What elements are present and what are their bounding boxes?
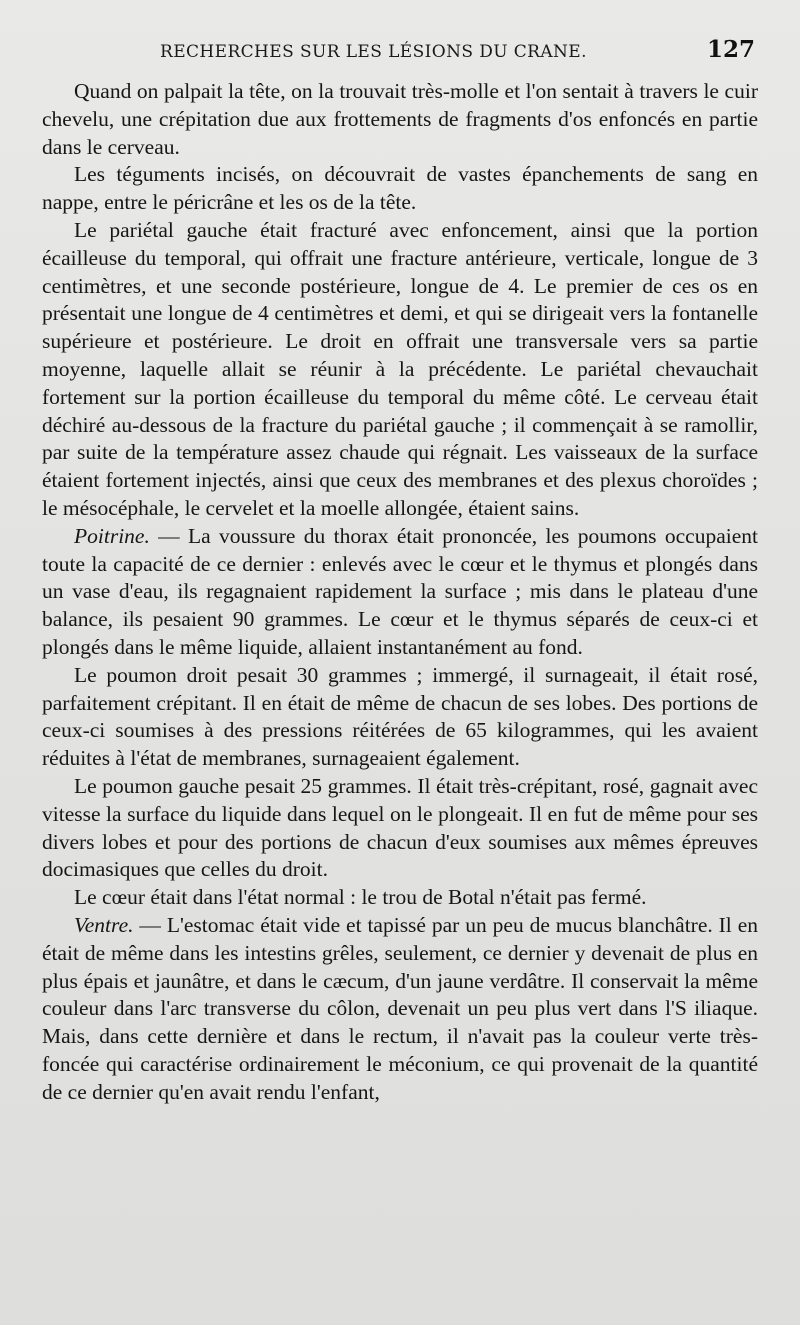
paragraph-poumon-droit: Le poumon droit pesait 30 grammes ; immergé, il surnageait, il était rosé, parfaitement crépitant. Il en était de même de chacun de ses lobes. Des portions de ceux-ci soumises à des pressions réitérées de 65 kilogrammes, qui les avaient réduites à l'état de membranes, surnageaient également. <box>42 662 758 771</box>
paragraph-ventre: Ventre. — L'estomac était vide et tapissé par un peu de mucus blanchâtre. Il en était de même dans les intestins grêles, seulement, ce dernier y devenait de plus en plus épais et jaunâtre, et dans le cæcum, d'un jaune verdâtre. Il conservait la même couleur dans l'arc transverse du côlon, devenait un peu plus vert dans l'S iliaque. Mais, dans cette dernière et dans le rectum, il n'avait pas la couleur verte très-foncée qui caractérise ordinairement le méconium, ce qui provenait de la quantité de ce dernier qu'en avait rendu l'enfant, <box>42 912 758 1104</box>
section-lead-ventre: Ventre. <box>74 912 134 937</box>
paragraph-poitrine: Poitrine. — La voussure du thorax était prononcée, les poumons occupaient toute la capacité de ce dernier : enlevés avec le cœur et le thymus et plongés dans un vase d'eau, ils regagnaient rapidement la surface ; mis dans le plateau d'une balance, ils pesaient 90 grammes. Le cœur et le thymus séparés de ceux-ci et plongés dans le même liquide, allaient instantanément au fond. <box>42 523 758 659</box>
paragraph-poumon-gauche: Le poumon gauche pesait 25 grammes. Il était très-crépitant, rosé, gagnait avec vitesse la surface du liquide dans lequel on le plongeait. Il en fut de même pour ses divers lobes et pour des portions de chacun d'eux soumises aux mêmes épreuves docimasiques que celles du droit. <box>42 773 758 882</box>
page-header <box>160 36 760 66</box>
section-lead-poitrine: Poitrine. <box>74 523 150 548</box>
paragraph-coeur: Le cœur était dans l'état normal : le trou de Botal n'était pas fermé. <box>74 885 647 910</box>
body-text <box>42 78 758 1106</box>
paragraph-parietal: Le pariétal gauche était fracturé avec enfoncement, ainsi que la portion écailleuse du temporal, qui offrait une fracture antérieure, verticale, longue de 3 centimètres, et une seconde postérieure, longue de 4. Le premier de ces os en présentait une longue de 4 centimètres et demi, et qui se dirigeait vers la fontanelle supérieure et postérieure. Le droit en offrait une transversale vers sa partie moyenne, laquelle allait se réunir à la précédente. Le pariétal chevauchait fortement sur la portion écailleuse du temporal du même côté. Le cerveau était déchiré au-dessous de la fracture du pariétal gauche ; il commençait à se ramollir, par suite de la température assez chaude qui régnait. Les vaisseaux de la surface étaient fortement injectés, ainsi que ceux des membranes et des plexus choroïdes ; le mésocéphale, le cervelet et la moelle allongée, étaient sains. <box>42 217 758 520</box>
page-number: 127 <box>706 36 755 63</box>
running-title: RECHERCHES SUR LES LÉSIONS DU CRANE. <box>160 42 587 62</box>
paragraph-teguments: Les téguments incisés, on découvrait de vastes épanchements de sang en nappe, entre le péricrâne et les os de la tête. <box>42 162 758 215</box>
paragraph-palpation: Quand on palpait la tête, on la trouvait très-molle et l'on sentait à travers le cuir chevelu, une crépitation due aux frottements de fragments d'os enfoncés en partie dans le cerveau. <box>42 79 758 159</box>
